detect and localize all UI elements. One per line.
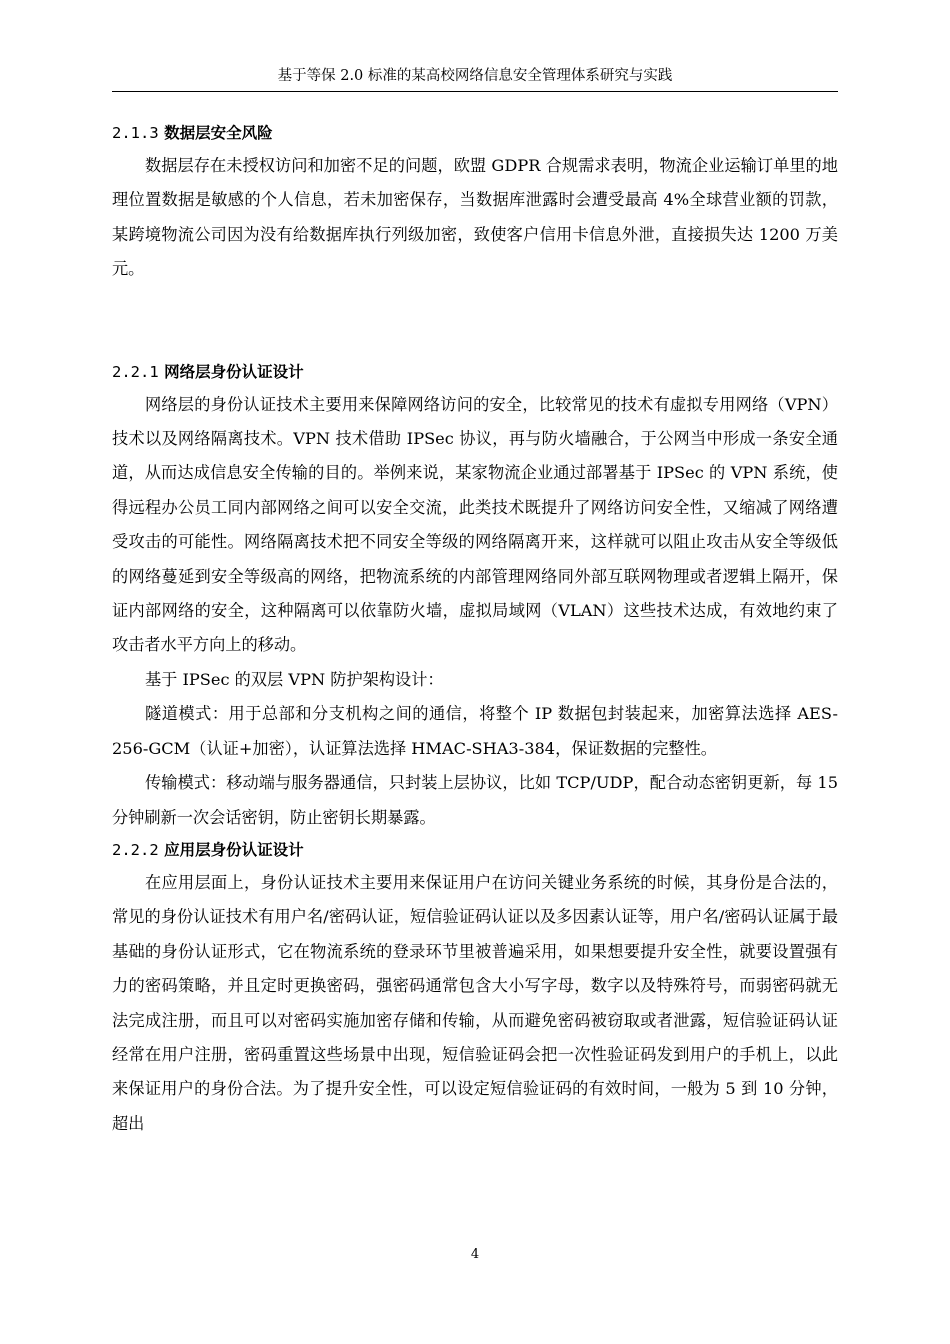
paragraph: 隧道模式：用于总部和分支机构之间的通信，将整个 IP 数据包封装起来，加密算法选择 AES-256-GCM（认证+加密），认证算法选择 HMAC-SHA3-384，保证数据的完整性。: [112, 704, 838, 758]
section-heading-2-2-1: [112, 357, 838, 388]
section-heading-2-2-2: [112, 835, 838, 866]
section-title: 应用层身份认证设计: [164, 840, 304, 859]
section-heading-2-1-3: [112, 118, 838, 149]
paragraph: 在应用层面上，身份认证技术主要用来保证用户在访问关键业务系统的时候，其身份是合法的，常见的身份认证技术有用户名/密码认证，短信验证码认证以及多因素认证等，用户名/密码认证属于最基础的身份认证形式，它在物流系统的登录环节里被普遍采用，如果想要提升安全性，就要设置强有力的密码策略，并且定时更换密码，强密码通常包含大小写字母，数字以及特殊符号，而弱密码就无法完成注册，而且可以对密码实施加密存储和传输，从而避免密码被窃取或者泄露，短信验证码认证经常在用户注册，密码重置这些场景中出现，短信验证码会把一次性验证码发到用户的手机上，以此来保证用户的身份合法。为了提升安全性，可以设定短信验证码的有效时间，一般为 5 到 10 分钟，超出: [112, 872, 838, 1133]
section-title: 网络层身份认证设计: [164, 362, 304, 381]
paragraph: 数据层存在未授权访问和加密不足的问题，欧盟 GDPR 合规需求表明，物流企业运输订单里的地理位置数据是敏感的个人信息，若未加密保存，当数据库泄露时会遭受最高 4%全球营业额的罚款，某跨境物流公司因为没有给数据库执行列级加密，致使客户信用卡信息外泄，直接损失达 1200 万美元。: [112, 156, 838, 279]
section-number: 2.1.3: [112, 124, 159, 142]
section-number: 2.2.1: [112, 362, 159, 381]
running-header: 基于等保 2.0 标准的某高校网络信息安全管理体系研究与实践: [277, 68, 673, 84]
paragraph: 传输模式：移动端与服务器通信，只封装上层协议，比如 TCP/UDP，配合动态密钥更新，每 15 分钟刷新一次会话密钥，防止密钥长期暴露。: [112, 773, 838, 827]
header-rule: [112, 91, 838, 92]
page-number: 4: [470, 1247, 480, 1262]
section-number: 2.2.2: [112, 840, 159, 859]
section-gap: [112, 287, 838, 357]
body-text: [112, 118, 838, 1141]
section-title: 数据层安全风险: [164, 124, 273, 142]
paragraph: 基于 IPSec 的双层 VPN 防护架构设计：: [145, 669, 444, 689]
paragraph: 网络层的身份认证技术主要用来保障网络访问的安全，比较常见的技术有虚拟专用网络（VPN）技术以及网络隔离技术。VPN 技术借助 IPSec 协议，再与防火墙融合，于公网当中形成一条安全通道，从而达成信息安全传输的目的。举例来说，某家物流企业通过部署基于 IPSec 的 VPN 系统，使得远程办公员工同内部网络之间可以安全交流，此类技术既提升了网络访问安全性，又缩减了网络遭受攻击的可能性。网络隔离技术把不同安全等级的网络隔离开来，这样就可以阻止攻击从安全等级低的网络蔓延到安全等级高的网络，把物流系统的内部管理网络同外部互联网物理或者逻辑上隔开，保证内部网络的安全，这种隔离可以依靠防火墙，虚拟局域网（VLAN）这些技术达成，有效地约束了攻击者水平方向上的移动。: [112, 394, 838, 655]
